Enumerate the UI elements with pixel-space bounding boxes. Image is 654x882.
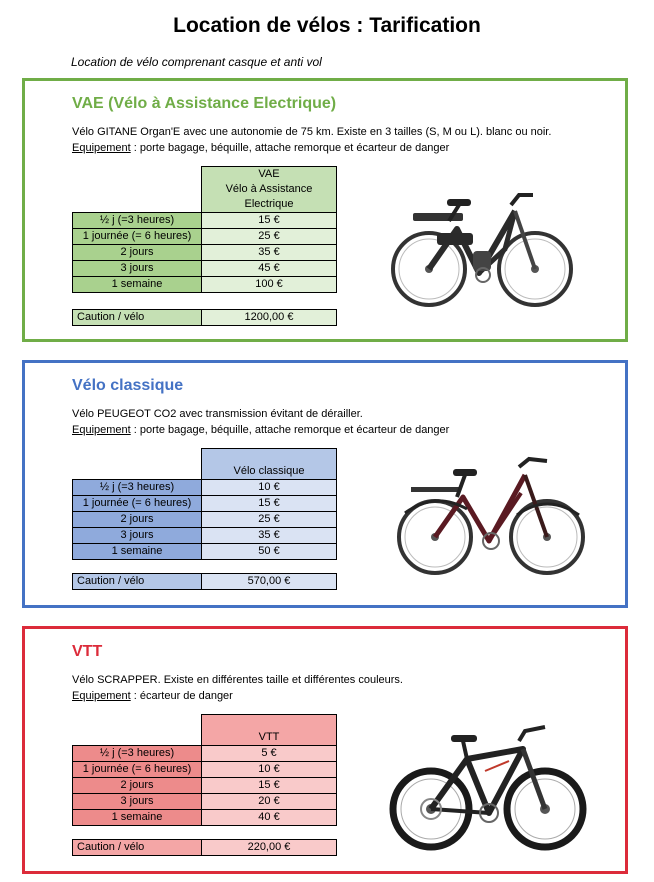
table-row [73,544,337,560]
vtt-price-table [72,714,337,826]
classique-row-label: 1 semaine [73,544,202,560]
table-row [73,746,337,762]
vae-equip-text: : porte bagage, béquille, attache remorque et écarteur de danger [130,142,450,154]
classique-row-price: 50 € [202,544,337,560]
classique-caution-table [72,573,337,590]
vae-row-label: 2 jours [73,245,202,261]
vae-price-table [72,166,337,293]
classique-price-table [72,448,337,560]
vae-row-price: 100 € [202,277,337,293]
vae-row-label: ½ j (=3 heures) [73,213,202,229]
vae-row-label: 3 jours [73,261,202,277]
table-row [73,245,337,261]
vtt-caution-label: Caution / vélo [73,840,202,856]
vae-section [22,78,628,342]
vtt-row-price: 10 € [202,762,337,778]
vtt-row-label: 1 journée (= 6 heures) [73,762,202,778]
classique-section [22,360,628,608]
classique-equip-label: Equipement [72,424,131,436]
classique-desc-text: Vélo PEUGEOT CO2 avec transmission évitant de dérailler. [72,408,363,420]
vtt-row-label: ½ j (=3 heures) [73,746,202,762]
table-row [73,512,337,528]
table-row [73,229,337,245]
table-row [73,496,337,512]
classique-section-title: Vélo classique [72,377,184,394]
vae-row-label: 1 journée (= 6 heures) [73,229,202,245]
vtt-section-title: VTT [72,643,103,660]
table-row [73,778,337,794]
vtt-row-label: 1 semaine [73,810,202,826]
vae-equip-label: Equipement [72,142,131,154]
vtt-row-price: 40 € [202,810,337,826]
classique-table-header: Vélo classique [202,449,337,480]
vtt-equipment [72,688,403,704]
vae-table-header [202,167,337,213]
vae-caution-label: Caution / vélo [73,310,202,326]
table-row [73,213,337,229]
vae-description [72,124,551,156]
vae-section-title: VAE (Vélo à Assistance Electrique) [72,95,337,112]
classique-row-price: 35 € [202,528,337,544]
vae-equipment [72,140,551,156]
vtt-equip-text: : écarteur de danger [130,690,233,702]
mountain-bike-image [385,721,591,855]
vtt-row-price: 15 € [202,778,337,794]
vae-header-line3: Electrique [244,198,294,210]
classique-row-label: 3 jours [73,528,202,544]
vtt-caution-table [72,839,337,856]
vtt-row-label: 2 jours [73,778,202,794]
vae-row-price: 25 € [202,229,337,245]
vtt-row-label: 3 jours [73,794,202,810]
vae-row-price: 35 € [202,245,337,261]
vtt-row-price: 20 € [202,794,337,810]
table-row [73,528,337,544]
vae-header-line1: VAE [258,168,280,180]
vae-row-price: 45 € [202,261,337,277]
classique-row-price: 10 € [202,480,337,496]
classique-caution-label: Caution / vélo [73,574,202,590]
classique-row-price: 25 € [202,512,337,528]
vtt-section [22,626,628,874]
vae-row-price: 15 € [202,213,337,229]
table-row [73,794,337,810]
vae-desc-text: Vélo GITANE Organ'E avec une autonomie de 75 km. Existe en 3 tailles (S, M ou L). blanc ou noir. [72,126,552,138]
classique-row-label: 1 journée (= 6 heures) [73,496,202,512]
table-row [73,810,337,826]
vtt-row-price: 5 € [202,746,337,762]
vtt-equip-label: Equipement [72,690,131,702]
table-row [73,480,337,496]
vae-caution-value: 1200,00 € [202,310,337,326]
vtt-caution-value: 220,00 € [202,840,337,856]
city-bike-image [391,453,591,581]
table-row [73,277,337,293]
classique-equipment [72,422,449,438]
page-subtitle: Location de vélo comprenant casque et anti vol [71,55,322,69]
classique-equip-text: : porte bagage, béquille, attache remorque et écarteur de danger [130,424,450,436]
classique-row-label: 2 jours [73,512,202,528]
page-title: Location de vélos : Tarification [173,14,481,37]
classique-row-label: ½ j (=3 heures) [73,480,202,496]
vae-header-line2: Vélo à Assistance [225,183,313,195]
vtt-desc-text: Vélo SCRAPPER. Existe en différentes taille et différentes couleurs. [72,674,403,686]
vae-caution-table [72,309,337,326]
electric-bike-image [387,191,577,311]
classique-description [72,406,449,438]
classique-row-price: 15 € [202,496,337,512]
vtt-description [72,672,403,704]
table-row [73,261,337,277]
vae-row-label: 1 semaine [73,277,202,293]
table-row [73,762,337,778]
classique-caution-value: 570,00 € [202,574,337,590]
vtt-table-header: VTT [202,715,337,746]
